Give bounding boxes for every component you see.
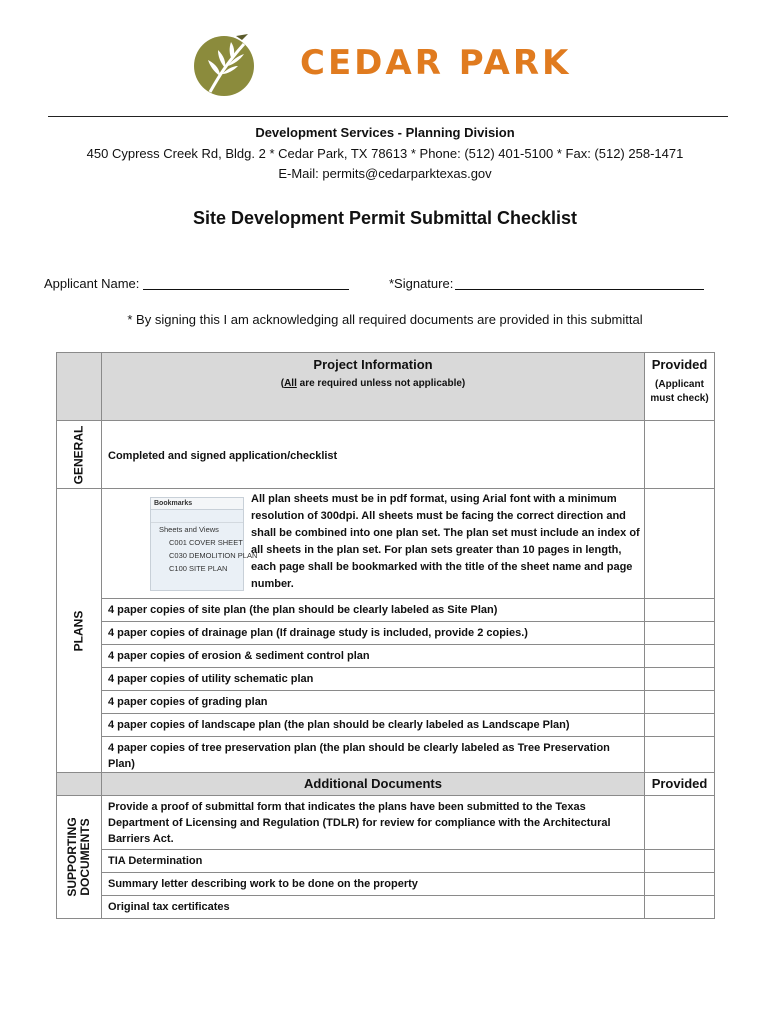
plans-item-checkbox[interactable]	[645, 622, 715, 645]
supporting-item: Original tax certificates	[102, 896, 645, 919]
email-line: E-Mail: permits@cedarparktexas.gov	[278, 166, 492, 181]
plans-row	[57, 737, 715, 773]
supporting-row	[57, 850, 715, 873]
additional-docs-title: Additional Documents	[102, 773, 645, 796]
additional-provided-label: Provided	[645, 773, 715, 796]
plans-item: 4 paper copies of grading plan	[102, 691, 645, 714]
bookmarks-toolbar	[151, 510, 243, 523]
address-line: 450 Cypress Creek Rd, Bldg. 2 * Cedar Park, TX 78613 * Phone: (512) 401-5100 * Fax: (512) 258-1471	[86, 146, 684, 161]
project-info-subtitle	[102, 378, 644, 389]
supporting-item-checkbox[interactable]	[645, 896, 715, 919]
project-info-subtitle-rest: are required unless not applicable)	[296, 378, 466, 389]
bookmark-row: C100 SITE PLAN	[169, 564, 228, 573]
project-info-header	[102, 353, 645, 421]
cedar-park-logo	[192, 30, 258, 100]
plans-item: 4 paper copies of drainage plan (If drainage study is included, provide 2 copies.)	[102, 622, 645, 645]
supporting-item: Provide a proof of submittal form that indicates the plans have been submitted to the Texas Department of Licensing and Regulation (TDLR) for review for compliance with the Architectural Barriers Act.	[102, 796, 645, 850]
plans-section-label: PLANS	[71, 610, 86, 651]
applicant-name-label: Applicant Name:	[44, 276, 140, 291]
supporting-row	[57, 873, 715, 896]
header-rule	[48, 116, 728, 117]
plans-item-checkbox[interactable]	[645, 668, 715, 691]
pdf-format-note: All plan sheets must be in pdf format, using Arial font with a minimum resolution of 300dpi. All sheets must be facing the correct direction and shall be combined into one plan set. The plan set must include an index of all sheets in the plan set. For plan sets greater than 10 pages in length, each page shall be bookmarked with the title of the sheet name and page number.	[251, 493, 640, 590]
general-item-checkbox[interactable]	[645, 421, 715, 489]
header-corner	[57, 353, 102, 421]
pdf-note-cell	[102, 489, 645, 599]
plans-item-checkbox[interactable]	[645, 737, 715, 773]
plans-row	[57, 622, 715, 645]
plans-item: 4 paper copies of landscape plan (the plan should be clearly labeled as Landscape Plan)	[102, 714, 645, 737]
supporting-item-checkbox[interactable]	[645, 873, 715, 896]
project-info-header-row	[57, 353, 715, 421]
plans-item: 4 paper copies of tree preservation plan (the plan should be clearly labeled as Tree Preservation Plan)	[102, 737, 645, 773]
plans-row	[57, 599, 715, 622]
provided-label: Provided	[651, 357, 708, 372]
bookmarks-thumbnail	[150, 497, 258, 591]
submittal-checklist-table	[56, 352, 715, 919]
plans-item-checkbox[interactable]	[645, 645, 715, 668]
supporting-label-line-2: DOCUMENTS	[78, 818, 92, 896]
plans-item-checkbox[interactable]	[645, 714, 715, 737]
plans-item: 4 paper copies of erosion & sediment control plan	[102, 645, 645, 668]
plans-row	[57, 645, 715, 668]
bookmark-row: C030 DEMOLITION PLAN	[169, 551, 258, 560]
project-info-title: Project Information	[313, 357, 433, 372]
supporting-item: Summary letter describing work to be done on the property	[102, 873, 645, 896]
bookmark-row: C001 COVER SHEET	[169, 538, 243, 547]
supporting-section-label	[66, 817, 92, 896]
bookmarks-title: Bookmarks	[151, 498, 243, 510]
pdf-note-checkbox[interactable]	[645, 489, 715, 599]
plans-row	[57, 691, 715, 714]
supporting-label-line-1: SUPPORTING	[65, 817, 79, 897]
all-underlined: All	[284, 378, 297, 389]
signature-field[interactable]	[455, 289, 704, 290]
plans-item-checkbox[interactable]	[645, 691, 715, 714]
applicant-name-field[interactable]	[143, 289, 349, 290]
brand-name: CEDAR PARK	[300, 43, 572, 83]
provided-header	[645, 353, 715, 421]
signature-note: * By signing this I am acknowledging all required documents are provided in this submittal	[127, 312, 643, 327]
general-section-label: GENERAL	[71, 425, 86, 484]
plans-section-label-cell	[57, 489, 102, 773]
division-heading: Development Services - Planning Division	[255, 125, 515, 140]
supporting-row	[57, 796, 715, 850]
plans-row	[57, 714, 715, 737]
plans-row	[57, 668, 715, 691]
supporting-item: TIA Determination	[102, 850, 645, 873]
plans-item: 4 paper copies of site plan (the plan should be clearly labeled as Site Plan)	[102, 599, 645, 622]
bookmark-row: Sheets and Views	[159, 525, 219, 534]
supporting-row	[57, 896, 715, 919]
supporting-section-label-cell	[57, 796, 102, 919]
plans-item-checkbox[interactable]	[645, 599, 715, 622]
additional-header-corner	[57, 773, 102, 796]
signature-label: *Signature:	[389, 276, 454, 291]
supporting-item-checkbox[interactable]	[645, 796, 715, 850]
general-item: Completed and signed application/checklist	[102, 421, 645, 489]
paren-open: (	[280, 378, 285, 389]
general-section-label-cell	[57, 421, 102, 489]
page-title: Site Development Permit Submittal Checklist	[192, 208, 578, 228]
pdf-note-row	[57, 489, 715, 599]
provided-sub: (Applicant must check)	[650, 379, 709, 404]
supporting-item-checkbox[interactable]	[645, 850, 715, 873]
additional-docs-header-row	[57, 773, 715, 796]
general-row	[57, 421, 715, 489]
plans-item: 4 paper copies of utility schematic plan	[102, 668, 645, 691]
